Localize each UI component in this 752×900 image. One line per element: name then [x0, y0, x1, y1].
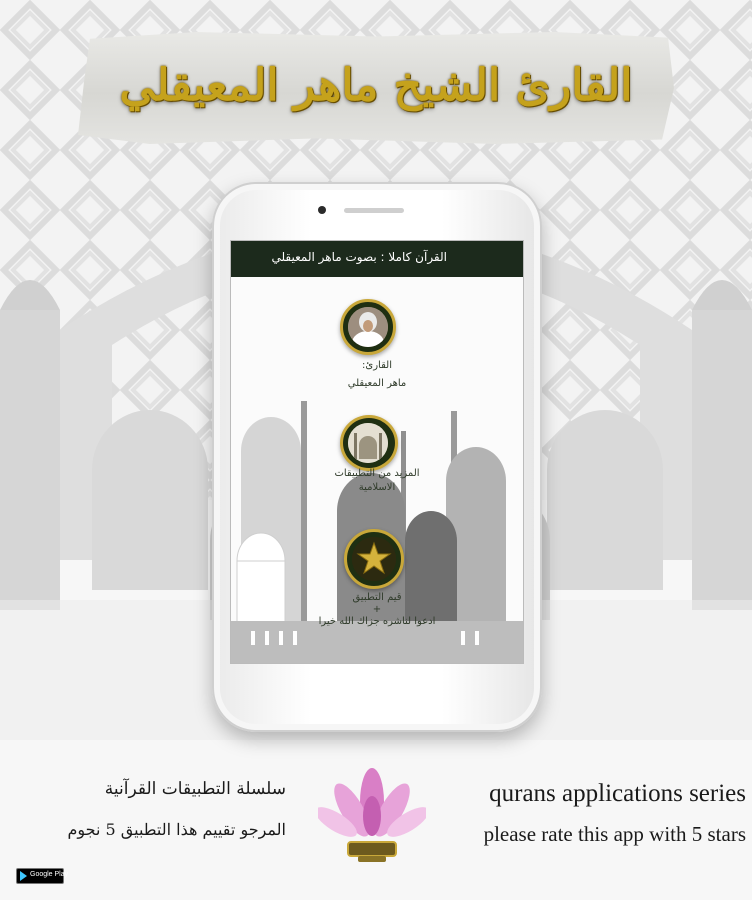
star-icon — [352, 537, 396, 581]
play-triangle-icon — [20, 871, 27, 881]
footer-english-line1: qurans applications series — [489, 780, 746, 807]
more-apps-label-line1: المزيد من التطبيقات — [334, 468, 420, 479]
reciter-portrait-icon — [348, 307, 388, 347]
more-apps-label-line2: الاسلامية — [358, 482, 396, 493]
banner-title: القارئ الشيخ ماهر المعيقلي — [119, 60, 633, 111]
lotus-logo-icon — [318, 760, 426, 870]
rate-app-label-line1: قيم التطبيق — [352, 592, 402, 603]
camera-dot — [318, 206, 326, 214]
app-bar — [231, 241, 523, 277]
footer-english-line2: please rate this app with 5 stars — [483, 822, 746, 846]
google-play-badge-text: Google Play — [30, 871, 69, 878]
reciter-label-line1: القارئ: — [362, 360, 392, 371]
reciter-button[interactable] — [340, 299, 396, 355]
rate-app-button[interactable] — [344, 529, 404, 589]
app-screen — [230, 240, 524, 664]
mosque-icon — [348, 423, 388, 463]
more-apps-button[interactable] — [340, 415, 398, 471]
footer-arabic-line1: سلسلة التطبيقات القرآنية — [104, 779, 286, 799]
reciter-label-line2: ماهر المعيقلي — [347, 378, 407, 389]
app-bar-title: القرآن كاملا : بصوت ماهر المعيقلي — [271, 250, 447, 264]
menu-item-reciter[interactable] — [231, 299, 523, 399]
rate-app-label-line2: + — [372, 604, 382, 615]
rate-app-label-line3: ادعوا لناشره جزاك الله خيرا — [318, 616, 436, 627]
menu-item-more-apps[interactable] — [231, 415, 523, 505]
google-play-badge[interactable] — [16, 868, 69, 884]
menu-item-rate-app[interactable] — [231, 529, 523, 629]
speaker-slot — [344, 208, 404, 213]
footer-arabic-line2: المرجو تقييم هذا التطبيق 5 نجوم — [67, 820, 286, 839]
